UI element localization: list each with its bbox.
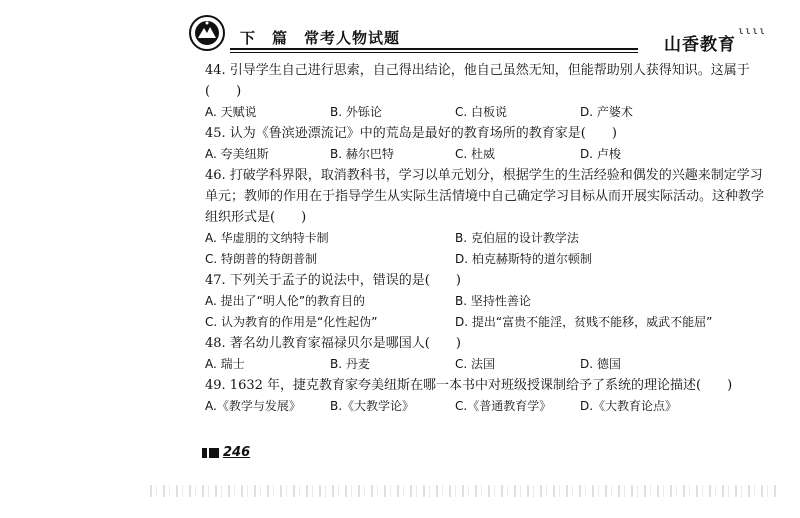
options-row [205,228,765,249]
option: D.《大教育论点》 [580,399,678,413]
question-text: 49. 1632 年，捷克教育家夸美纽斯在哪一本书中对班级授课制给予了系统的理论描述( ) [205,378,733,393]
option: D. 卢梭 [580,147,621,161]
option: C. 白板说 [455,105,508,119]
question-text: 44. 引导学生自己进行思索，自己得出结论，他自己虽然无知，但能帮助别人获得知识。这属于( ) [205,63,750,99]
question-text: 46. 打破学科界限，取消教科书，学习以单元划分，根据学生的生活经验和偶发的兴趣来制定学习单元；教师的作用在于指导学生从实际生活情境中自己确定学习目标从而开展实际活动。这种教学组织形式是( ) [205,168,765,225]
option: B. 外铄论 [330,105,382,119]
options-row [205,396,765,417]
options-row [205,249,765,270]
footer-mark-small [202,448,207,458]
option: B. 克伯屈的设计教学法 [455,231,579,245]
option: B.《大教学论》 [330,399,415,413]
header-section: 下 [240,29,257,47]
options-row [205,312,765,333]
page-header [188,14,766,54]
option: C. 杜威 [455,147,496,161]
option: C. 特朗普的特朗普制 [205,252,318,266]
option: B. 赫尔巴特 [330,147,394,161]
option: A. 天赋说 [205,105,257,119]
question-list [205,60,765,417]
option: D. 德国 [580,357,621,371]
option: A.《教学与发展》 [205,399,301,413]
option: B. 坚持性善论 [455,294,531,308]
header-rule-thin [230,52,638,53]
header-chapter-title: 常考人物试题 [304,29,401,47]
question-text: 47. 下列关于孟子的说法中，错误的是( ) [205,273,461,288]
option: A. 提出了“明人伦”的教育目的 [205,294,366,308]
question-text: 45. 认为《鲁滨逊漂流记》中的荒岛是最好的教育场所的教育家是( ) [205,126,617,141]
options-row [205,291,765,312]
option: C. 法国 [455,357,496,371]
publisher-seal-icon [188,14,226,52]
option: C.《普通教育学》 [455,399,552,413]
options-row [205,144,765,165]
page-number: 246 [223,445,251,460]
options-row [205,354,765,375]
brand-marks: ɩɩɩɩ [737,26,766,37]
option: C. 认为教育的作用是“化性起伪” [205,315,378,329]
option: D. 柏克赫斯特的道尔顿制 [455,252,592,266]
header-part: 篇 [272,29,289,47]
options-row [205,102,765,123]
option: D. 提出“富贵不能淫，贫贱不能移，威武不能屈” [455,315,713,329]
option: B. 丹麦 [330,357,370,371]
footer-mark [209,448,219,458]
header-title [240,27,400,48]
header-rule [230,48,638,50]
option: A. 华虚朋的文纳特卡制 [205,231,329,245]
scan-noise [150,485,780,497]
brand-name: 山香教育 [664,35,736,55]
page-footer [202,445,250,460]
option: A. 瑞士 [205,357,245,371]
question-text: 48. 著名幼儿教育家福禄贝尔是哪国人( ) [205,336,461,351]
option: D. 产婆术 [580,105,633,119]
option: A. 夸美纽斯 [205,147,269,161]
